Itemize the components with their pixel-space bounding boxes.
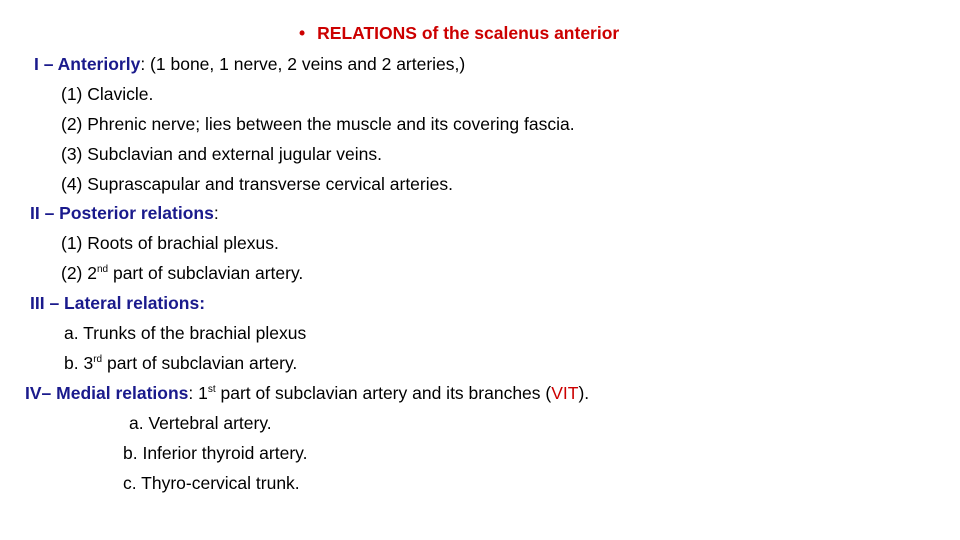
medial-text-end: ). xyxy=(578,383,590,403)
title-text: RELATIONS of the scalenus anterior xyxy=(317,23,620,43)
anterior-item-2: (2) Phrenic nerve; lies between the muscle and its covering fascia. xyxy=(61,114,575,134)
posterior-item-2-prefix: (2) 2 xyxy=(61,263,97,283)
anterior-heading-line xyxy=(34,54,465,74)
lateral-item-a: a. Trunks of the brachial plexus xyxy=(64,323,307,343)
slide-title xyxy=(299,23,619,43)
posterior-heading-line xyxy=(30,203,219,223)
anterior-summary: : (1 bone, 1 nerve, 2 veins and 2 arteries,) xyxy=(140,54,466,74)
posterior-item-1: (1) Roots of brachial plexus. xyxy=(61,233,279,253)
lateral-item-b-prefix: b. 3 xyxy=(64,353,94,373)
lateral-item-b-sup: rd xyxy=(93,354,103,365)
anterior-item-4: (4) Suprascapular and transverse cervical arteries. xyxy=(61,174,453,194)
posterior-heading: II – Posterior relations xyxy=(30,203,214,223)
posterior-item-2 xyxy=(61,263,303,283)
medial-heading: IV– Medial relations xyxy=(25,383,189,403)
lateral-item-b xyxy=(64,353,297,373)
anterior-item-1: (1) Clavicle. xyxy=(61,84,154,104)
medial-text-sup: st xyxy=(207,384,216,395)
medial-heading-line xyxy=(25,383,589,403)
lateral-item-b-suffix: part of subclavian artery. xyxy=(102,353,298,373)
medial-item-c: c. Thyro-cervical trunk. xyxy=(123,473,300,493)
medial-text-prefix: : 1 xyxy=(188,383,208,403)
lateral-heading: III – Lateral relations: xyxy=(30,293,206,313)
medial-vit: VIT xyxy=(551,383,579,403)
medial-item-b: b. Inferior thyroid artery. xyxy=(123,443,308,463)
anterior-heading: I – Anteriorly xyxy=(34,54,141,74)
posterior-item-2-sup: nd xyxy=(96,264,109,275)
medial-text-mid: part of subclavian artery and its branches ( xyxy=(215,383,552,403)
posterior-colon: : xyxy=(213,203,219,223)
anterior-item-3: (3) Subclavian and external jugular veins. xyxy=(61,144,383,164)
medial-item-a: a. Vertebral artery. xyxy=(129,413,272,433)
posterior-item-2-suffix: part of subclavian artery. xyxy=(108,263,304,283)
bullet-icon: • xyxy=(299,23,306,43)
